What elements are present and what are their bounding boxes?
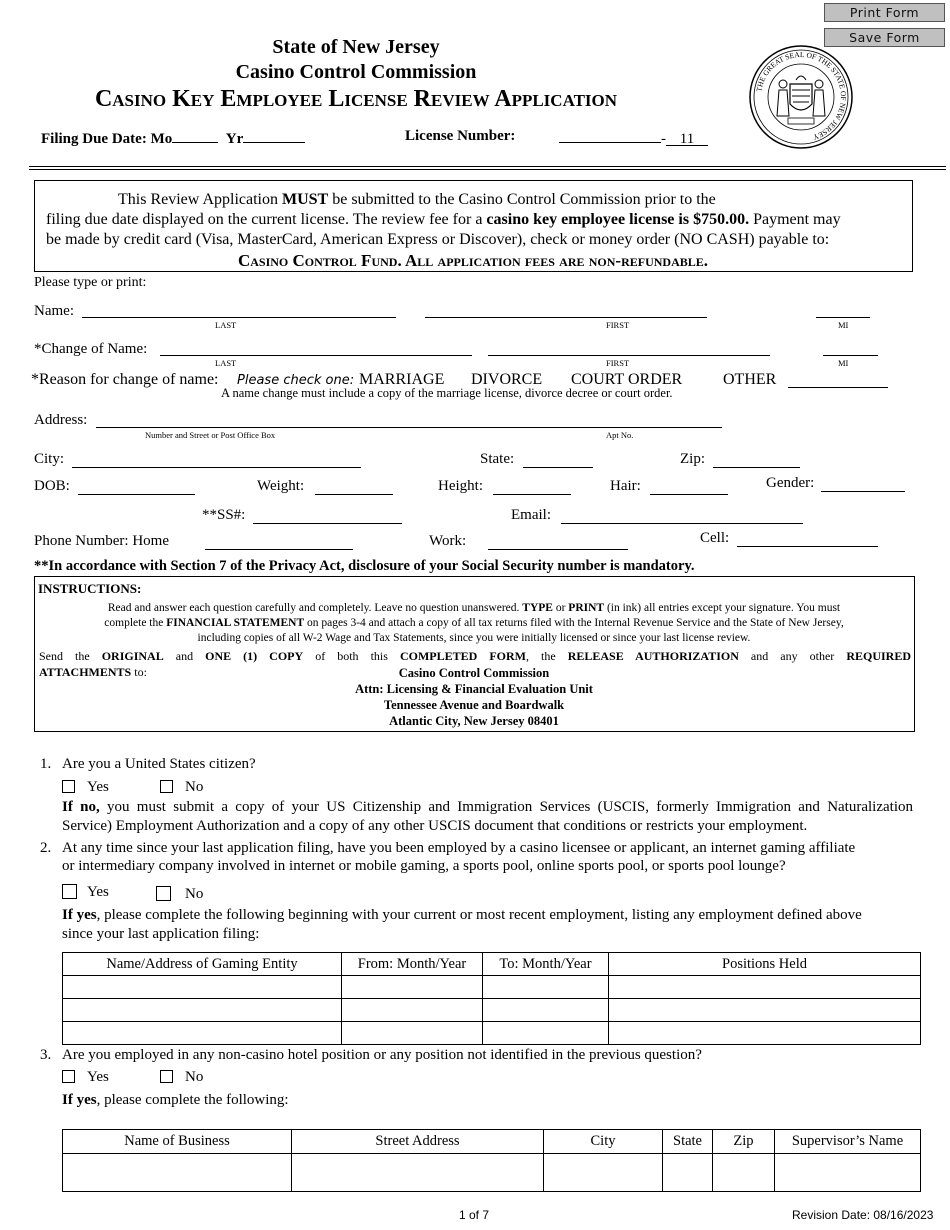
gender-field[interactable]: [821, 477, 905, 492]
q2-number: 2.: [40, 840, 52, 856]
address-field[interactable]: [96, 413, 722, 428]
state-field[interactable]: [523, 453, 593, 468]
apt-caption: Apt No.: [606, 430, 634, 440]
reason-requirement-note: A name change must include a copy of the marriage license, divorce decree or court order.: [221, 386, 673, 400]
table-cell[interactable]: [713, 1154, 775, 1192]
column-header: Zip: [713, 1130, 775, 1154]
cell-phone-field[interactable]: [737, 532, 878, 547]
table-cell[interactable]: [63, 976, 342, 999]
street-caption: Number and Street or Post Office Box: [145, 430, 276, 440]
weight-field[interactable]: [315, 480, 393, 495]
table-cell[interactable]: [483, 1022, 609, 1045]
q2-yes-checkbox[interactable]: [62, 884, 77, 899]
notice-box: This Review Application MUST be submitted to the Casino Control Commission prior to the filing due date displayed on the current license. The review fee for a casino key employee license is $750.00. Payment may be made by credit card (Visa, MasterCard, American Express or Discover), check or money order (NO CASH) payable to: Casino Control Fund. All application fees are non-refundable.: [34, 180, 913, 272]
q2-no-checkbox[interactable]: [156, 886, 171, 901]
q2-yes-label: Yes: [87, 884, 109, 900]
reason-court-order[interactable]: COURT ORDER: [571, 371, 683, 388]
state-heading: State of New Jersey: [272, 36, 440, 58]
first-caption: FIRST: [606, 320, 630, 330]
state-seal-icon: [748, 44, 854, 150]
q2-ifyes-text: since your last application filing:: [62, 926, 260, 942]
column-header: Name of Business: [63, 1130, 292, 1154]
instructions-line: complete the FINANCIAL STATEMENT on pages 3-4 and attach a copy of all tax returns filed with the Internal Revenue Service and the State of New Jersey,: [104, 617, 844, 629]
license-number: - 11: [559, 128, 708, 148]
change-first-name-field[interactable]: [488, 341, 770, 356]
table-row: [63, 1154, 921, 1192]
work-label: Work:: [429, 533, 467, 549]
table-cell[interactable]: [483, 976, 609, 999]
q2-text: or intermediary company involved in internet or mobile gaming, a sports pool, online sports pool, or sports pool lounge?: [62, 858, 786, 874]
table-cell[interactable]: [609, 1022, 921, 1045]
instructions-line: ATTACHMENTS to:: [39, 665, 147, 679]
instructions-line: Read and answer each question carefully and completely. Leave no question unanswered. TYPE or PRINT (in ink) all entries except your signature. You must: [107, 602, 841, 614]
table-cell[interactable]: [609, 999, 921, 1022]
ss-field[interactable]: [253, 509, 402, 524]
header-rule: [29, 166, 946, 167]
q1-no-checkbox[interactable]: [160, 780, 173, 793]
table-cell[interactable]: [663, 1154, 713, 1192]
table-cell[interactable]: [63, 1022, 342, 1045]
due-year-field[interactable]: [243, 128, 305, 143]
gender-label: Gender:: [766, 475, 815, 491]
mi-caption: MI: [838, 320, 849, 330]
q3-text: Are you employed in any non-casino hotel position or any position not identified in the previous question?: [62, 1047, 702, 1063]
column-header: Name/Address of Gaming Entity: [63, 953, 342, 976]
mi-caption: MI: [838, 358, 849, 368]
q1-text: Are you a United States citizen?: [62, 756, 256, 772]
last-name-field[interactable]: [82, 303, 396, 318]
header-rule: [29, 169, 946, 170]
q3-no-label: No: [185, 1069, 204, 1085]
q3-number: 3.: [40, 1047, 52, 1063]
q3-yes-checkbox[interactable]: [62, 1070, 75, 1083]
q1-yes-checkbox[interactable]: [62, 780, 75, 793]
home-phone-field[interactable]: [205, 535, 353, 550]
q1-ifno-text: If no, you must submit a copy of your US Citizenship and Immigration Services (USCIS, formerly Immigration and Naturalization: [62, 799, 913, 815]
form-title: Casino Key Employee License Review Application: [94, 86, 618, 112]
table-cell[interactable]: [342, 1022, 483, 1045]
column-header: From: Month/Year: [342, 953, 483, 976]
phone-label: Phone Number: Home: [34, 533, 169, 549]
column-header: Positions Held: [609, 953, 921, 976]
last-caption: LAST: [215, 358, 237, 368]
column-header: City: [544, 1130, 663, 1154]
commission-heading: Casino Control Commission: [235, 61, 477, 83]
city-label: City:: [34, 451, 65, 467]
table-cell[interactable]: [342, 976, 483, 999]
page-number: 1 of 7: [459, 1208, 490, 1222]
table-cell[interactable]: [63, 1154, 292, 1192]
q3-yes-label: Yes: [87, 1069, 109, 1085]
table-cell[interactable]: [292, 1154, 544, 1192]
license-number-label: License Number:: [405, 128, 516, 144]
q2-text: At any time since your last application filing, have you been employed by a casino licensee or applicant, an internet gaming affiliate: [62, 840, 856, 856]
cell-label: Cell:: [700, 530, 730, 546]
q2-ifyes-text: If yes, please complete the following beginning with your current or most recent employment, listing any employment defined above: [62, 907, 862, 923]
zip-label: Zip:: [680, 451, 705, 467]
height-field[interactable]: [493, 480, 571, 495]
column-header: Street Address: [292, 1130, 544, 1154]
q3-business-table: [62, 1129, 921, 1192]
mi-field[interactable]: [816, 303, 870, 318]
please-check-note: Please check one:: [237, 373, 355, 388]
svg-text:THE GREAT SEAL OF THE STATE OF: THE GREAT SEAL OF THE STATE OF NEW JERSEY: [754, 49, 849, 142]
table-header-row: [63, 953, 921, 976]
q1-ifno-text: Service) Employment Authorization and a copy of any other USCIS document that conditions or restricts your employment.: [62, 818, 808, 834]
instructions-line: including copies of all W-2 Wage and Tax Statements, since you were initially licensed or since your last license review.: [197, 632, 751, 644]
table-cell[interactable]: [63, 999, 342, 1022]
q1-yes-label: Yes: [87, 779, 109, 795]
table-header-row: [63, 1130, 921, 1154]
first-name-field[interactable]: [425, 303, 707, 318]
table-row: [63, 1022, 921, 1045]
q3-ifyes-text: If yes, please complete the following:: [62, 1092, 289, 1108]
change-last-name-field[interactable]: [160, 341, 472, 356]
weight-label: Weight:: [257, 478, 305, 494]
reason-divorce[interactable]: DIVORCE: [471, 371, 543, 388]
due-month-field[interactable]: [172, 128, 218, 143]
column-header: Supervisor’s Name: [775, 1130, 921, 1154]
table-row: [63, 999, 921, 1022]
license-suffix: 11: [666, 131, 708, 146]
q1-number: 1.: [40, 756, 52, 772]
city-field[interactable]: [72, 453, 361, 468]
table-cell[interactable]: [483, 999, 609, 1022]
q2-employment-table: [62, 952, 921, 1045]
dob-field[interactable]: [78, 480, 195, 495]
ss-label: **SS#:: [202, 507, 246, 523]
state-label: State:: [480, 451, 515, 467]
reason-marriage[interactable]: MARRIAGE: [359, 371, 445, 388]
change-mi-field[interactable]: [823, 341, 878, 356]
first-caption: FIRST: [606, 358, 630, 368]
zip-field[interactable]: [713, 453, 800, 468]
table-cell[interactable]: [544, 1154, 663, 1192]
table-cell[interactable]: [342, 999, 483, 1022]
filing-due-date: Filing Due Date: Mo Yr: [41, 128, 305, 148]
revision-date: Revision Date: 08/16/2023: [792, 1208, 934, 1222]
instructions-box: [34, 576, 915, 732]
last-caption: LAST: [215, 320, 237, 330]
reason-label: *Reason for change of name:: [31, 371, 219, 388]
work-phone-field[interactable]: [488, 535, 628, 550]
table-row: [63, 976, 921, 999]
column-header: State: [663, 1130, 713, 1154]
hair-label: Hair:: [610, 478, 641, 494]
hair-field[interactable]: [650, 480, 728, 495]
instructions-line: Send the ORIGINAL and ONE (1) COPY of both this COMPLETED FORM, the RELEASE AUTHORIZATION and any other REQUIRED: [39, 649, 911, 663]
name-label: Name:: [34, 303, 74, 319]
dob-label: DOB:: [34, 478, 70, 494]
table-cell[interactable]: [775, 1154, 921, 1192]
address-label: Address:: [34, 412, 88, 428]
print-form-button[interactable]: Print Form: [824, 3, 945, 22]
q2-no-label: No: [185, 886, 204, 902]
q3-no-checkbox[interactable]: [160, 1070, 173, 1083]
change-name-label: *Change of Name:: [34, 341, 148, 357]
type-or-print-note: Please type or print:: [34, 275, 147, 290]
reason-other[interactable]: OTHER: [723, 371, 777, 388]
table-cell[interactable]: [609, 976, 921, 999]
reason-other-field[interactable]: [788, 373, 888, 388]
height-label: Height:: [438, 478, 483, 494]
q1-no-label: No: [185, 779, 204, 795]
column-header: To: Month/Year: [483, 953, 609, 976]
mailing-address: Casino Control Commission Attn: Licensing & Financial Evaluation Unit Tennessee Avenue and Boardwalk Atlantic City, New Jersey 08401: [355, 666, 593, 728]
email-label: Email:: [511, 507, 551, 523]
instructions-title: INSTRUCTIONS:: [38, 581, 142, 596]
privacy-notice: **In accordance with Section 7 of the Privacy Act, disclosure of your Social Security number is mandatory.: [34, 558, 695, 574]
email-field[interactable]: [561, 509, 803, 524]
license-number-field[interactable]: [559, 128, 661, 143]
save-form-button[interactable]: Save Form: [824, 28, 945, 47]
